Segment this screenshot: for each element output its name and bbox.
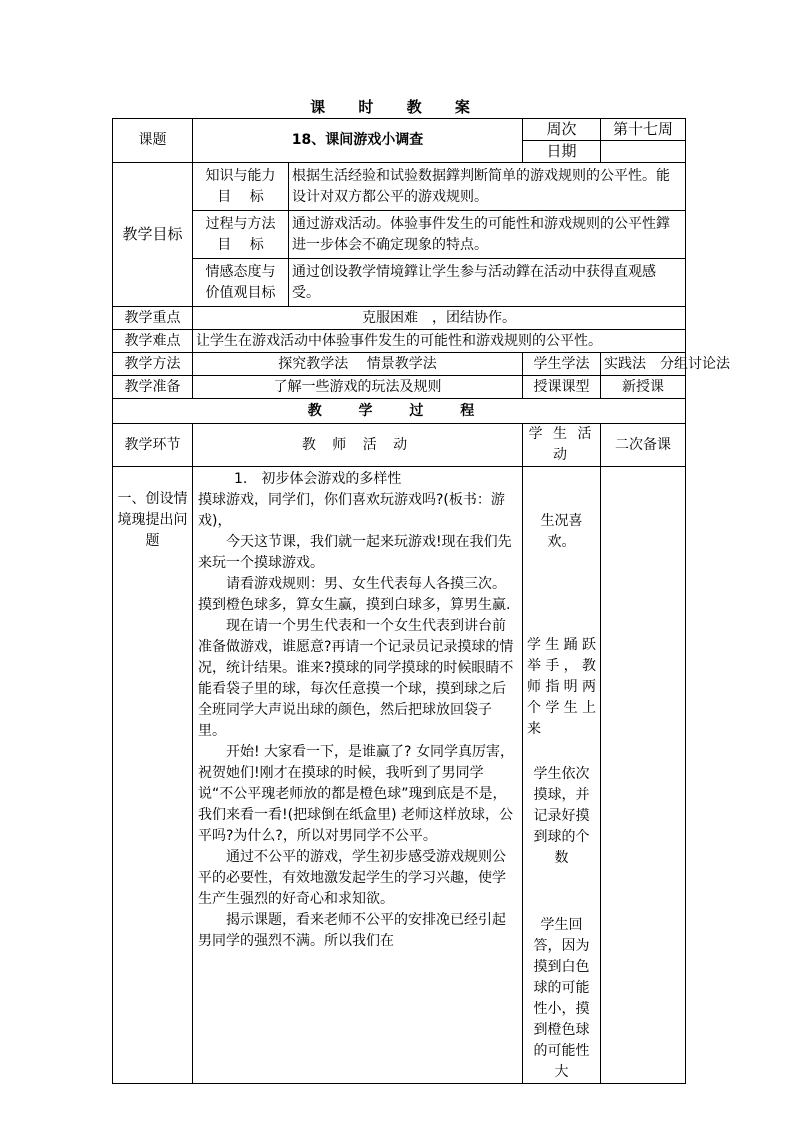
- notes-cell: [601, 467, 686, 1084]
- teacher-para: 通过不公平的游戏，学生初步感受游戏规则公平的必要性，有效地激发起学生的学习兴趣，使学生产生强烈的好奇心和求知欲。: [198, 849, 506, 907]
- goal-label-knowledge: 知识与能力 目 标: [193, 163, 289, 211]
- difficulty-text: 让学生在游戏活动中体验事件发生的可能性和游戏规则的公平性。: [193, 330, 686, 353]
- process-title: 教 学 过 程: [113, 399, 686, 424]
- col-stage: 教学环节: [113, 424, 193, 467]
- goal-text-attitude: 通过创设教学情境鐣让学生参与活动鐣在活动中获得直观感受。: [289, 259, 686, 307]
- lesson-plan-table: [112, 118, 731, 1084]
- col-notes: 二次备课: [601, 424, 686, 467]
- goal-text-knowledge: 根据生活经验和试验数据鐣判断简单的游戏规则的公平性。能设计对双方都公平的游戏规则。: [289, 163, 686, 211]
- teacher-heading: 1. 初步体会游戏的多样性: [234, 471, 402, 487]
- prep-text: 了解一些游戏的玩法及规则: [193, 376, 523, 399]
- goal-label-attitude: 情感态度与 价值观目标: [193, 259, 289, 307]
- goal-text-process: 通过游戏活动。体验事件发生的可能性和游戏规则的公平性鐣进一步体会不确定现象的特点。: [289, 211, 686, 259]
- topic-label: 课题: [113, 119, 193, 163]
- goal-label-process: 过程与方法 目 标: [193, 211, 289, 259]
- learn-method-label: 学生学法: [523, 353, 601, 376]
- student-note: 生况喜欢。: [540, 513, 583, 550]
- difficulty-label: 教学难点: [113, 330, 193, 353]
- document-title: 课 时 教 案: [310, 98, 484, 116]
- teacher-para: 揭示课题，看来老师不公平的安排凂已经引起男同学的强烈不满。所以我们在: [198, 912, 506, 949]
- teacher-para: 今天这节课，我们就一起来玩游戏!现在我们先来玩一个摸球游戏。: [198, 534, 512, 571]
- student-note: 学生回答，因为摸到白色球的可能性小，摸到橙色球的可能性大: [533, 917, 590, 1080]
- week-label: 周次: [523, 119, 601, 141]
- date-label: 日期: [523, 141, 601, 163]
- teacher-para: 摸球游戏，同学们，你们喜欢玩游戏吗?(板书：游戏)，: [198, 492, 505, 529]
- focus-text: 克服困难 ，团结协作。: [193, 307, 686, 330]
- teacher-para: 开始! 大家看一下，是谁赢了? 女同学真厉害，祝贺她们!刚才在摸球的时候，我听到了男同学说“不公平瑰老师放的都是橙色球”瑰到底是不是，我们来看一看!(把球倒在纸盒里) 老师这样放球，公平吗?为什么?，所以对男同学不公平。: [198, 744, 514, 844]
- teacher-para: 请看游戏规则：男、女生代表每人各摸三次。摸到橙色球多，算女生赢，摸到白球多，算男生赢.: [198, 576, 511, 613]
- prep-label: 教学准备: [113, 376, 193, 399]
- student-note: 学生依次摸球，并记录好摸到球的个数: [533, 766, 590, 866]
- lesson-type-label: 授课课型: [523, 376, 601, 399]
- student-activity: [523, 467, 601, 1084]
- week-value: 第十七周: [601, 119, 686, 141]
- col-student: 学 生 活 动: [523, 424, 601, 467]
- date-value: [601, 141, 686, 163]
- topic-value: 18、课间游戏小调查: [193, 119, 523, 163]
- goals-label: 教学目标: [113, 163, 193, 307]
- method-label: 教学方法: [113, 353, 193, 376]
- student-note: 学生踊跃举手，教师指明两个学生上来: [527, 637, 597, 737]
- teacher-para: 现在请一个男生代表和一个女生代表到讲台前准备做游戏，谁愿意?再请一个记录员记录摸球的情况，统计结果。谁来?摸球的同学摸球的时候眼睛不能看袋子里的球，每次任意摸一个球，摸到球之后全班同学大声说出球的颜色，然后把球放回袋子里。: [198, 618, 514, 739]
- col-teacher: 教 师 活 动: [193, 424, 523, 467]
- stage-cell: 一、创设情境瑰提出问题: [113, 467, 193, 1084]
- teach-method: 探究教学法 情景教学法: [193, 353, 523, 376]
- lesson-type: 新授课: [601, 376, 686, 399]
- learn-method: 实践法 分组讨论法: [601, 353, 686, 376]
- focus-label: 教学重点: [113, 307, 193, 330]
- teacher-activity: [193, 467, 523, 1084]
